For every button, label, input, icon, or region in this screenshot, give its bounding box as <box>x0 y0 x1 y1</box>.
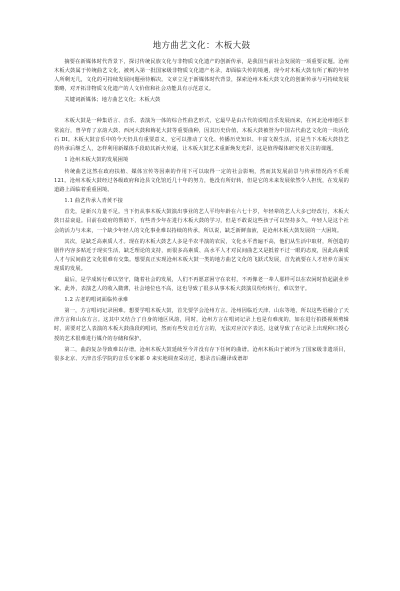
intro-paragraph: 木板大鼓是一种集语言、音乐、表演为一体的综合性曲艺形式，它最早是由古代的说唱音乐发展而来，在河北沧州地区非常流行，曾孕育了京韵大鼓、西河大鼓和梅花大鼓等重要曲种，因其历史价值，木板大鼓被誉为中国古代曲艺文化的一块活化石 DI。木板大鼓音乐中的今天仍具有重要意义，它可以推动了文化、传播历史知识、丰富文娱生活，讨是当下木板大鼓技艺的传承后继乏人，怎样利用新媒体手段助其新火传递，让木板大鼓艺术重新焕发光彩，这是值得媒体研究者关注的课题。 <box>54 118 349 152</box>
section-1-1-paragraph: 其次，是缺乏高素质人才。现在的木板大鼓艺人多是半农半演的农民，文化水平普遍不高，他们从生活中取材，所创造的剧作内容多贴近于现实生活，缺乏理论的支持，而很多高素质、高水平人才对民间曲艺又是抵着不过一眼的态度，因此高素质人才与民间曲艺文化很难有交集。想要真正实现沧州木板大鼓一类的地方曲艺文化的飞跃式发展，首先就要在人才培养方面实现质的发展。 <box>54 238 349 272</box>
section-1-paragraph: 传统曲艺这然在政府扶植、媒体宣传等因素的作用下可以取得一定的社会影响，然而其发展前景与传承情况尚不乐观 121。沧州木板大鼓经过各级政府和沧县文化馆近几十年的努力，他没有所好转，但是它的未来发展依然令人担忧，在发展的道路上面临着重重困境。 <box>54 168 349 194</box>
keywords-line: 关键词新媒体；地方曲艺文化；木板大鼓 <box>64 97 161 104</box>
section-1-1-paragraph: 最后，是学成转行难以坚守，随着社会的发展，人们不再愿意困守在农村，不再像老一辈人那样可以在农闲时拾起副业养家。此外，表演艺人的收入微薄，社会地位也不高，这也导致了很多从事木板大鼓演员纷纷转行，难以坚守。 <box>54 276 349 293</box>
article-title: 地方曲艺文化：木板大鼓 <box>152 41 251 51</box>
section-1-heading: 1 沧州木板大鼓的发展困境 <box>64 156 129 163</box>
section-1-2-paragraph: 第二，曲韵复杂导致难以存谱。沧州木板大鼓延续至今并没有存下任何的曲谱。沧州木板由于被评为了国家级非遗项目，很多北京、天津音乐学院的音乐专家都 0 来实地调查采访过，想录音后翻译成谱却 <box>54 346 349 362</box>
section-1-1-paragraph: 首先，是新兴力量不足。当下仍从事木板大鼓演出事业的艺人平均年龄在六七十岁，年轻辈的艺人大多已经改行，木板大鼓日益衰退。目前在政府的帮助下，有些青少年在进行木板大鼓的学习，但是不敢说这些孩子可以坚持多久，年轻人是这个社会的活力与未来，一个缺少年轻人的文化事业难以持续的传承，所以说，缺乏新鲜血液，是沧州木板大鼓发展的一大困境。 <box>54 209 349 234</box>
document-page <box>54 30 349 366</box>
abstract-paragraph: 摘要在新媒体时代背景下，探讨传统民族文化与非物质文化遗产的创新传承，是我国当前社会发展的一项重要议题。沧州木板大鼓属于传统曲艺文化，被列入第一批国家级非物质文化遗产名录，却面临失传的境遇，现今对木板大鼓有所了解的年轻人所剩无几，文化的可持续发展问题亟待解决。文章立足于新媒体时代背景，探索沧州木板大鼓文化的创新传承与可持续发展策略，对开拓非物质文化遗产的人文价值和社会功能具有示范意义。 <box>54 59 349 93</box>
section-1-2-paragraph: 第一，方言唱词记录困难。想要学唱木板大鼓，首先要学会沧州方言。沧州因临近天津、山东等地，所以这些语融合了天津方言和山东方言。这其中又结合了自身的地区风韵，同时，沧州方言在唱词记录上也是有难度的，如在进行拍摄视频剪辑时，需要对艺人表演的木板大鼓曲段的唱词，然而有些发音近方言的，无法对应汉字表达，这就导致了在记录上出现种口授心授的艺术很难进行媒介的存储和保护。 <box>54 308 349 342</box>
section-1-1-heading: 1.1 曲艺传承人青黄不接 <box>64 198 123 205</box>
section-1-2-heading: 1.2 古老的唱词面临传承难 <box>64 297 129 304</box>
